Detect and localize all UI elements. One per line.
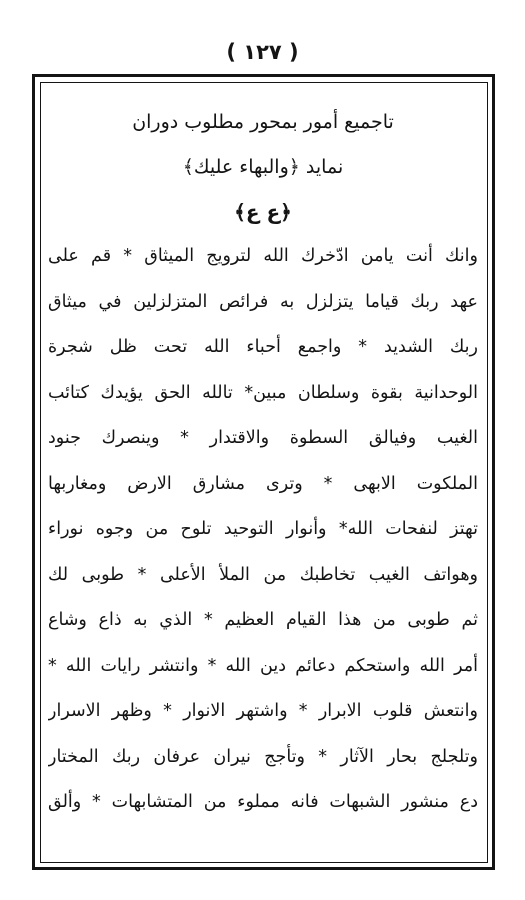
body-line: وانك أنت يامن ادّخرك الله لترويج الميثاق * قم على: [48, 246, 478, 266]
header-line-2: نمايد ﴿والبهاء عليك﴾: [182, 156, 344, 178]
body-line: الوحدانية بقوة وسلطان مبين* تالله الحق يؤيدك كتائب: [48, 382, 478, 403]
body-line: وتلجلج بحار الآثار * وتأجج نيران عرفان ربك المختار: [48, 746, 478, 767]
text-block: [48, 100, 478, 826]
body-line: أمر الله واستحكم دعائم دين الله * وانتشر رايات الله *: [48, 655, 478, 676]
page-number: ( ١٢٧ ): [226, 40, 299, 64]
body-line: عهد ربك قياما يتزلزل به فرائص المتزلزلين في ميثاق: [48, 291, 478, 312]
body-line: ثم طوبى من هذا القيام العظيم * الذي به ذاع وشاع: [48, 610, 478, 630]
section-mark: ﴿ع ع﴾: [234, 200, 292, 224]
body-line: الغيب وفيالق السطوة والاقتدار * وينصرك جنود: [48, 428, 478, 448]
body-line: الملكوت الابهى * وترى مشارق الارض ومغاربها: [48, 473, 478, 494]
body-line: وهواتف الغيب تخاطبك من الملأ الأعلى * طوبى لك: [48, 564, 478, 585]
body-line: وانتعش قلوب الابرار * واشتهر الانوار * وظهر الاسرار: [48, 701, 478, 721]
body-line: ربك الشديد * واجمع أحباء الله تحت ظل شجرة: [48, 337, 478, 357]
body-line: تهتز لنفحات الله* وأنوار التوحيد تلوح من وجوه نوراء: [48, 519, 478, 539]
header-line-1: تاجميع أمور بمحور مطلوب دوران: [132, 111, 394, 133]
body-line: دع منشور الشبهات فانه مملوء من المتشابهات * وألق: [48, 792, 478, 812]
